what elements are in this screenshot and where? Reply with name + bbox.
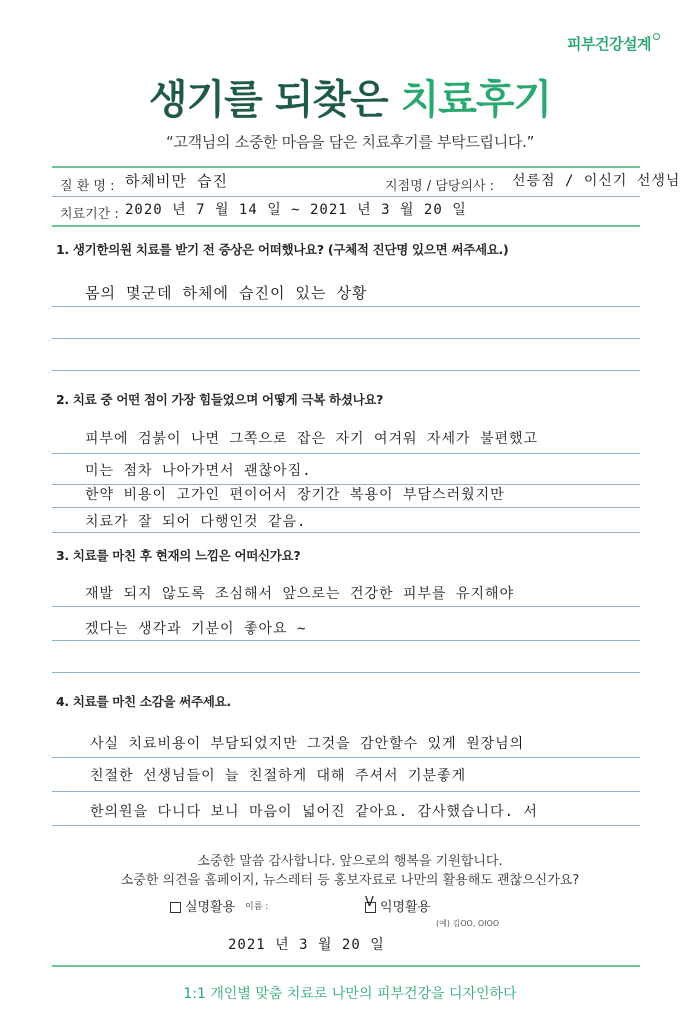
divider — [52, 225, 640, 227]
ruled-line — [52, 306, 640, 307]
answer-2-line-1: 피부에 검붉이 나면 그쪽으로 잡은 자기 여겨워 자세가 불편했고 — [85, 431, 539, 447]
check-mark-icon: V — [365, 895, 374, 910]
question-4: 4. 치료를 마친 소감을 써주세요. — [56, 694, 231, 709]
footer-divider — [52, 965, 640, 967]
period-label: 치료기간 : — [60, 207, 119, 222]
footer-tagline: 1:1 개인별 맞춤 치료로 나만의 피부건강을 디자인하다 — [183, 986, 517, 1002]
divider — [52, 196, 640, 197]
branch-label: 지점명 / 담당의사 : — [385, 179, 495, 194]
ruled-line — [52, 338, 640, 339]
ruled-line — [52, 453, 640, 454]
name-label: 이름 : — [245, 902, 269, 912]
answer-2-line-3: 한약 비용이 고가인 편이어서 장기간 복용이 부담스러웠지만 — [85, 487, 505, 503]
branch-value: 선릉점 / 이신기 선생님 — [512, 173, 681, 189]
closing-message-2: 소중한 의견을 홈페이지, 뉴스레터 등 홍보자료로 나만의 활용해도 괜찮으신가요? — [120, 873, 580, 888]
answer-4-line-2: 친절한 선생님들이 늘 친절하게 대해 주셔서 기분좋게 — [90, 768, 467, 784]
example-note: (예) 김OO, OIOO — [436, 919, 500, 928]
answer-2-line-2: 미는 점차 나아가면서 괜찮아짐. — [85, 463, 312, 479]
signature-date: 2021 년 3 월 20 일 — [228, 937, 385, 953]
ruled-line — [52, 757, 640, 758]
brand-logo — [567, 33, 660, 54]
answer-3-line-2: 겠다는 생각과 기분이 좋아요 ~ — [85, 621, 307, 637]
title-green: 치료후기 — [400, 77, 552, 123]
ruled-line — [52, 825, 640, 826]
ruled-line — [52, 640, 640, 641]
ruled-line — [52, 606, 640, 607]
ruled-line — [52, 370, 640, 371]
question-3: 3. 치료를 마친 후 현재의 느낌은 어떠신가요? — [56, 548, 301, 563]
real-name-option[interactable] — [170, 896, 235, 915]
page-title — [0, 68, 700, 125]
answer-2-line-4: 치료가 잘 되어 다행인것 같음. — [85, 514, 307, 530]
period-value: 2020 년 7 월 14 일 ~ 2021 년 3 월 20 일 — [125, 202, 467, 218]
ruled-line — [52, 672, 640, 673]
closing-message-1: 소중한 말씀 감사합니다. 앞으로의 행복을 기원합니다. — [197, 854, 503, 869]
page-subtitle: “고객님의 소중한 마음을 담은 치료후기를 부탁드립니다.” — [165, 133, 535, 151]
checkbox-anonymous[interactable] — [365, 895, 376, 913]
ruled-line — [52, 791, 640, 792]
disease-value: 하체비만 습진 — [125, 172, 228, 190]
answer-4-line-1: 사실 치료비용이 부담되었지만 그것을 감안할수 있게 원장님의 — [90, 736, 525, 752]
question-1: 1. 생기한의원 치료를 받기 전 증상은 어떠했나요? (구체적 진단명 있으면 써주세요.) — [56, 242, 509, 257]
answer-1-line-1: 몸의 몇군데 하체에 습진이 있는 상황 — [85, 284, 368, 302]
brand-text: 피부건강설계 — [567, 35, 651, 53]
answer-4-line-3: 한의원을 다니다 보니 마음이 넓어진 같아요. 감사했습니다. 서 — [90, 804, 538, 820]
ruled-line — [52, 532, 640, 533]
question-2: 2. 치료 중 어떤 점이 가장 힘들었으며 어떻게 극복 하셨나요? — [56, 392, 384, 407]
title-dark: 생기를 되찾은 — [148, 77, 401, 123]
disease-label: 질 환 명 : — [60, 179, 115, 194]
real-name-label: 실명활용 — [185, 900, 236, 915]
checkbox-real-name[interactable] — [170, 902, 181, 913]
anonymous-label: 익명활용 — [380, 900, 431, 915]
brand-dot-icon — [653, 33, 660, 40]
ruled-line — [52, 507, 640, 508]
anonymous-option[interactable] — [365, 896, 430, 915]
answer-3-line-1: 재발 되지 않도록 조심해서 앞으로는 건강한 피부를 유지해야 — [85, 586, 515, 602]
divider — [52, 166, 640, 168]
